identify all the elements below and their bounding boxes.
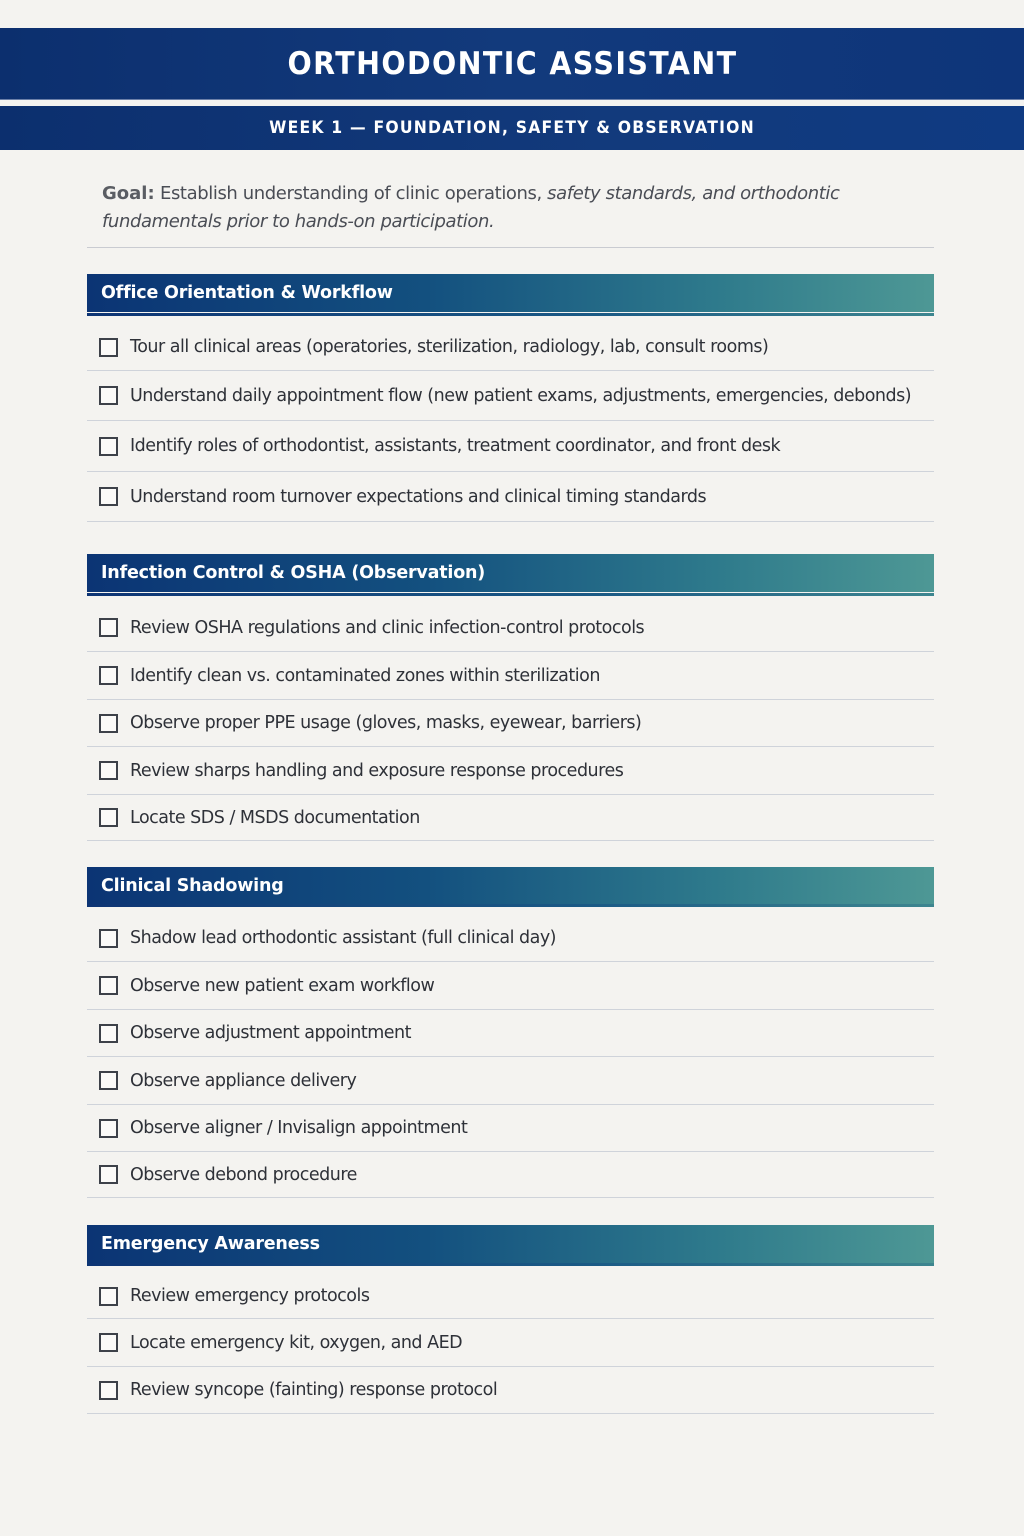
checklist-item[interactable] — [87, 915, 934, 962]
section-header-office-orientation — [87, 274, 934, 312]
checklist-item[interactable] — [87, 700, 934, 747]
section-header-infection-control — [87, 554, 934, 592]
checklist-item[interactable] — [87, 1367, 934, 1414]
checklist-item-label: Observe aligner / Invisalign appointment — [130, 1118, 468, 1138]
checklist-item[interactable] — [87, 371, 934, 421]
section-rule — [87, 313, 934, 316]
checklist-item[interactable] — [87, 324, 934, 371]
checkbox[interactable] — [99, 976, 118, 995]
section-header-clinical-shadowing — [87, 867, 934, 905]
section-rule — [87, 1263, 934, 1266]
checklist-item-label: Observe appliance delivery — [130, 1070, 357, 1091]
section-title: Clinical Shadowing — [101, 876, 284, 896]
checklist-item[interactable] — [87, 421, 934, 472]
checkbox[interactable] — [99, 1071, 118, 1090]
page-subtitle: WEEK 1 — FOUNDATION, SAFETY & OBSERVATION — [269, 118, 755, 138]
checkbox[interactable] — [99, 1024, 118, 1043]
section-title: Emergency Awareness — [101, 1234, 320, 1254]
checkbox[interactable] — [99, 761, 118, 780]
checklist-item[interactable] — [87, 1152, 934, 1198]
section-rule — [87, 593, 934, 596]
checklist-item[interactable] — [87, 1105, 934, 1152]
checklist-item[interactable] — [87, 747, 934, 795]
checklist-item-label: Observe adjustment appointment — [130, 1023, 411, 1043]
section-title: Infection Control & OSHA (Observation) — [101, 563, 486, 583]
checklist-item-label: Review syncope (fainting) response protocol — [130, 1380, 498, 1400]
checklist-item-label: Understand room turnover expectations and clinical timing standards — [130, 486, 707, 507]
checkbox[interactable] — [99, 1333, 118, 1352]
goal-label: Goal: — [102, 183, 155, 204]
checklist-item-label: Identify roles of orthodontist, assistants, treatment coordinator, and front desk — [130, 436, 781, 456]
checklist-item[interactable] — [87, 604, 934, 652]
checklist-item[interactable] — [87, 1319, 934, 1367]
checklist-item-label: Tour all clinical areas (operatories, sterilization, radiology, lab, consult rooms) — [130, 337, 769, 357]
checklist-item[interactable] — [87, 795, 934, 841]
checklist-item[interactable] — [87, 1010, 934, 1057]
checkbox[interactable] — [99, 386, 118, 405]
checklist-item[interactable] — [87, 962, 934, 1010]
checkbox[interactable] — [99, 1165, 118, 1184]
checkbox[interactable] — [99, 714, 118, 733]
checkbox[interactable] — [99, 1381, 118, 1400]
checklist-item-label: Identify clean vs. contaminated zones within sterilization — [130, 665, 600, 686]
checklist-item-label: Review sharps handling and exposure response procedures — [130, 760, 624, 781]
checklist-item[interactable] — [87, 1274, 934, 1319]
checklist-item-label: Review OSHA regulations and clinic infection-control protocols — [130, 617, 645, 638]
checklist-item-label: Locate emergency kit, oxygen, and AED — [130, 1332, 463, 1353]
goal-statement — [102, 180, 922, 236]
checklist-item-label: Observe proper PPE usage (gloves, masks, eyewear, barriers) — [130, 713, 642, 733]
page-title: ORTHODONTIC ASSISTANT — [287, 45, 737, 82]
title-banner — [0, 28, 1024, 99]
section-header-emergency-awareness — [87, 1225, 934, 1263]
checkbox[interactable] — [99, 666, 118, 685]
checkbox[interactable] — [99, 338, 118, 357]
checkbox[interactable] — [99, 929, 118, 948]
goal-text-italic: safety standards, and orthodontic fundamentals prior to hands-on participation. — [102, 183, 840, 232]
checklist-item-label: Observe debond procedure — [130, 1164, 357, 1185]
checklist-item[interactable] — [87, 1057, 934, 1105]
checklist-item-label: Observe new patient exam workflow — [130, 975, 435, 996]
checkbox[interactable] — [99, 1287, 118, 1306]
checkbox[interactable] — [99, 437, 118, 456]
checkbox[interactable] — [99, 808, 118, 827]
checkbox[interactable] — [99, 1119, 118, 1138]
section-title: Office Orientation & Workflow — [101, 283, 393, 303]
section-rule — [87, 904, 934, 907]
checklist-item-label: Shadow lead orthodontic assistant (full clinical day) — [130, 928, 557, 948]
subtitle-banner — [0, 106, 1024, 150]
checklist-item[interactable] — [87, 472, 934, 522]
checklist-item-label: Locate SDS / MSDS documentation — [130, 807, 420, 828]
goal-text: Establish understanding of clinic operations, — [154, 183, 548, 204]
checklist-item-label: Understand daily appointment flow (new patient exams, adjustments, emergencies, debonds) — [130, 385, 912, 406]
checklist-item-label: Review emergency protocols — [130, 1286, 370, 1306]
checkbox[interactable] — [99, 618, 118, 637]
checkbox[interactable] — [99, 487, 118, 506]
checklist-item[interactable] — [87, 652, 934, 700]
goal-divider — [87, 247, 934, 248]
